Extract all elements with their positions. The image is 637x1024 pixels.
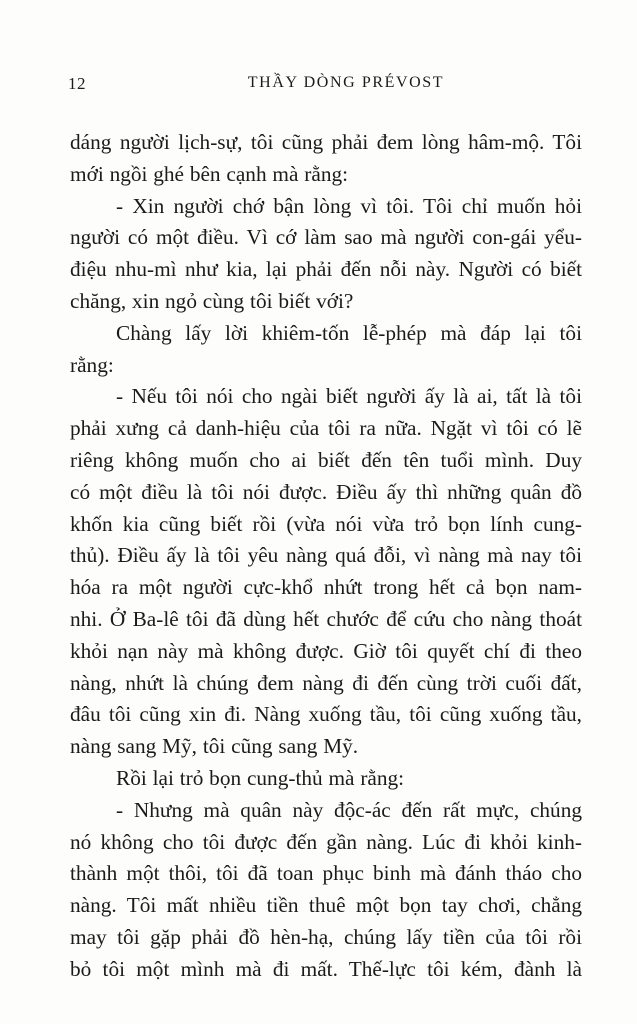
text-line: khỏi nạn này mà không được. Giờ tôi quyết chí đi theo [70,638,582,663]
text-line: đâu tôi cũng xin đi. Nàng xuống tầu, tôi cũng xuống tầu, [70,702,582,727]
text-line: bỏ tôi một mình mà đi mất. Thế-lực tôi kém, đành là [70,956,582,981]
text-line: rằng: [70,352,114,377]
text-line: nó không cho tôi được đến gần nàng. Lúc đi khỏi kinh- [70,829,582,854]
text-line: chăng, xin ngỏ cùng tôi biết với? [70,288,354,313]
text-line: Chàng lấy lời khiêm-tốn lễ-phép mà đáp lại tôi [116,320,582,345]
text-line: Rồi lại trỏ bọn cung-thủ mà rằng: [116,765,405,790]
text-line: điệu nhu-mì như kia, lại phải đến nỗi này. Người có biết [70,257,582,282]
text-line: có một điều là tôi nói được. Điều ấy thì những quân đồ [70,479,582,504]
text-line: may tôi gặp phải đồ hèn-hạ, chúng lấy tiền của tôi rồi [70,924,582,949]
text-line: phải xưng cả danh-hiệu của tôi ra nữa. Ngặt vì tôi có lẽ [70,416,582,441]
text-line: thủ). Điều ấy là tôi yêu nàng quá đỗi, vì nàng mà nay tôi [70,543,582,568]
text-line: dáng người lịch-sự, tôi cũng phải đem lòng hâm-mộ. Tôi [70,130,582,154]
text-line: mới ngồi ghé bên cạnh mà rằng: [70,161,349,186]
text-line: - Nếu tôi nói cho ngài biết người ấy là ai, tất là tôi [116,384,582,409]
text-line: nhi. Ở Ba-lê tôi đã dùng hết chước để cứu cho nàng thoát [70,606,582,631]
text-line: riêng không muốn cho ai biết đến tên tuổi mình. Duy [70,447,582,472]
text-line: thành một thôi, tôi đã toan phục binh mà đánh tháo cho [70,861,582,886]
page-header [68,74,584,104]
text-line: hóa ra một người cực-khổ nhứt trong hết cả bọn nam- [70,575,582,600]
running-title: THẦY DÒNG PRÉVOST [247,74,445,91]
text-line: người có một điều. Vì cớ làm sao mà người con-gái yểu- [70,225,582,250]
text-line: - Xin người chớ bận lòng vì tôi. Tôi chỉ muốn hỏi [116,193,582,218]
body-text [70,127,582,986]
text-line: nàng. Tôi mất nhiều tiền thuê một bọn tay chơi, chẳng [70,893,582,918]
page-number: 12 [68,74,86,93]
text-line: nàng sang Mỹ, tôi cũng sang Mỹ. [70,734,359,759]
text-line: nàng, nhứt là chúng đem nàng đi đến cùng trời cuối đất, [70,670,582,695]
text-line: - Nhưng mà quân này độc-ác đến rất mực, chúng [116,797,582,822]
text-line: khốn kia cũng biết rồi (vừa nói vừa trỏ bọn lính cung- [70,511,582,536]
